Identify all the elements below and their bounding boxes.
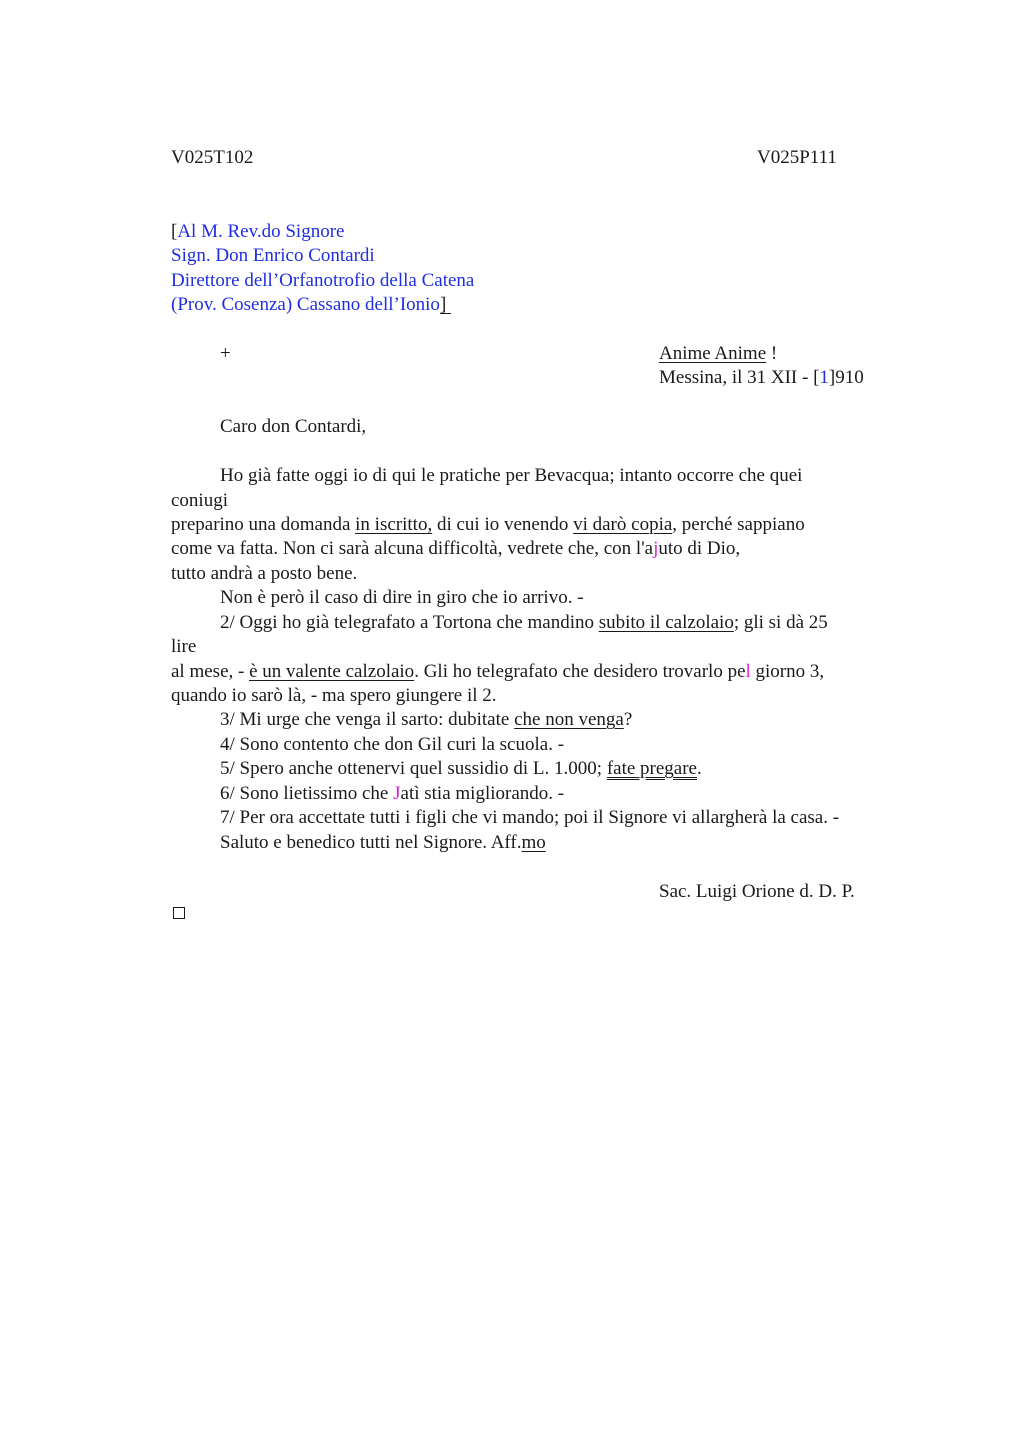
- address-text-4: (Prov. Cosenza) Cassano dell’Ionio: [171, 294, 440, 315]
- year-insert: 1: [819, 367, 829, 388]
- underlined-phrase: è un valente calzolaio: [249, 661, 415, 682]
- address-text-1: Al M. Rev.do Signore: [177, 221, 345, 242]
- close-bracket: ]: [439, 294, 447, 315]
- address-line-3: Direttore dell’Orfanotrofio della Catena: [171, 270, 475, 291]
- underlined-phrase: che non venga: [514, 709, 624, 730]
- list-item-4: 4/ Sono contento che don Gil curi la scuola. -: [220, 734, 565, 755]
- address-line-2: Sign. Don Enrico Contardi: [171, 245, 375, 266]
- body-line: quando io sarò là, - ma spero giungere il 2.: [171, 685, 497, 706]
- list-item-7: 7/ Per ora accettate tutti i figli che vi mando; poi il Signore vi allargherà la casa. -: [220, 807, 840, 828]
- body-line: lire: [171, 636, 197, 657]
- address-line-4: [171, 293, 451, 318]
- motto-text: Anime Anime: [659, 343, 767, 364]
- place-date: Messina, il 31 XII - [1]910: [659, 367, 864, 388]
- body-line: Non è però il caso di dire in giro che io arrivo. -: [220, 587, 584, 608]
- open-bracket: [: [171, 221, 178, 242]
- body-line: tutto andrà a posto bene.: [171, 563, 358, 584]
- motto: Anime Anime !: [659, 343, 778, 364]
- underlined-phrase: vi darò copia: [573, 514, 673, 535]
- list-item-6: 6/ Sono lietissimo che Jatì stia migliorando. -: [220, 783, 565, 804]
- closing-line: Saluto e benedico tutti nel Signore. Aff.mo: [220, 832, 546, 853]
- body-line: coniugi: [171, 490, 228, 511]
- body-line: preparino una domanda in iscritto, di cui io venendo vi darò copia, perché sappiano: [171, 514, 805, 535]
- list-item-2: 2/ Oggi ho già telegrafato a Tortona che mandino subito il calzolaio; gli si dà 25: [220, 612, 828, 633]
- underlined-abbrev: mo: [521, 832, 546, 853]
- document-code-right: V025P111: [757, 147, 837, 168]
- signature: Sac. Luigi Orione d. D. P.: [659, 881, 855, 902]
- end-marker-square: [173, 907, 185, 919]
- document-code-left: V025T102: [171, 147, 254, 168]
- correction-letter: j: [653, 538, 659, 559]
- body-line: come va fatta. Non ci sarà alcuna difficoltà, vedrete che, con l'ajuto di Dio,: [171, 538, 741, 559]
- double-underlined-phrase: fate pregare: [606, 758, 697, 779]
- list-item-5: 5/ Spero anche ottenervi quel sussidio di L. 1.000; fate pregare.: [220, 758, 702, 779]
- list-item-3: 3/ Mi urge che venga il sarto: dubitate che non venga?: [220, 709, 633, 730]
- cross-symbol: +: [220, 343, 231, 364]
- underlined-phrase: in iscritto,: [355, 514, 433, 535]
- underlined-phrase: subito il calzolaio: [598, 612, 734, 633]
- body-line: Ho già fatte oggi io di qui le pratiche per Bevacqua; intanto occorre che quei: [220, 465, 803, 486]
- correction-letter: l: [745, 661, 751, 682]
- correction-letter: J: [393, 783, 401, 804]
- body-line: al mese, - è un valente calzolaio. Gli ho telegrafato che desidero trovarlo pel giorno 3,: [171, 661, 825, 682]
- address-line-1: [171, 220, 344, 245]
- salutation: Caro don Contardi,: [220, 416, 367, 437]
